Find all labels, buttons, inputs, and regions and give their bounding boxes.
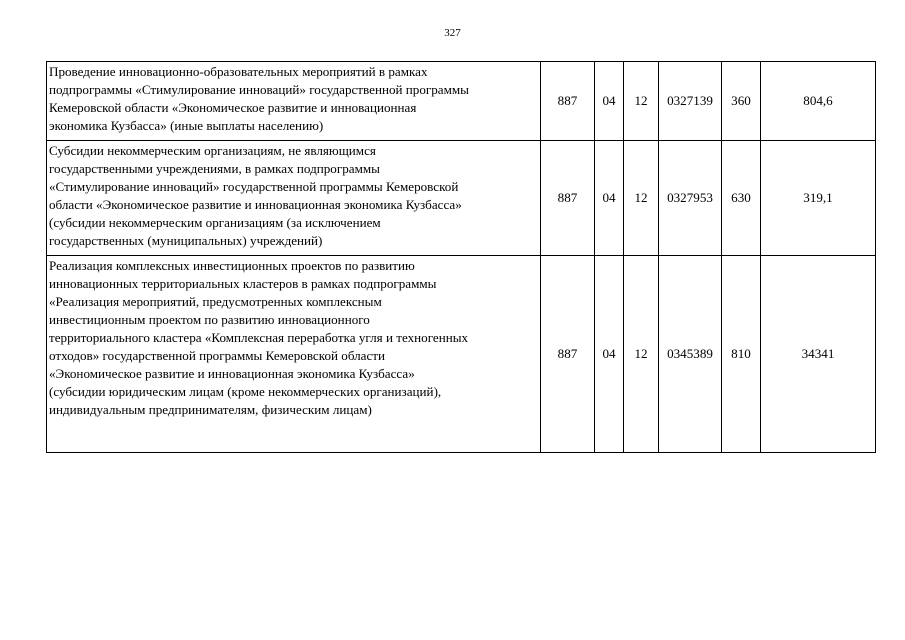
description-line: (субсидии юридическим лицам (кроме некоммерческих организаций), xyxy=(49,384,442,399)
subsection-code: 12 xyxy=(624,62,659,141)
description-line: государственными учреждениями, в рамках подпрограммы xyxy=(49,161,380,176)
section-code: 04 xyxy=(595,141,624,256)
description-line: «Экономическое развитие и инновационная экономика Кузбасса» xyxy=(49,366,415,381)
description-line: отходов» государственной программы Кемеровской области xyxy=(49,348,386,363)
ministry-code: 887 xyxy=(541,62,595,141)
expense-type-code: 630 xyxy=(722,141,761,256)
row-description xyxy=(47,62,541,141)
row-description xyxy=(47,141,541,256)
table-row xyxy=(47,62,876,141)
description-line: Кемеровской области «Экономическое развитие и инновационная xyxy=(49,100,417,115)
target-article-code: 0327139 xyxy=(659,62,722,141)
ministry-code: 887 xyxy=(541,141,595,256)
amount: 804,6 xyxy=(761,62,876,141)
description-line: государственных (муниципальных) учреждений) xyxy=(49,233,323,248)
subsection-code: 12 xyxy=(624,256,659,453)
subsection-code: 12 xyxy=(624,141,659,256)
table-row xyxy=(47,256,876,453)
budget-table xyxy=(46,61,876,453)
row-description xyxy=(47,256,541,453)
ministry-code: 887 xyxy=(541,256,595,453)
description-line: территориального кластера «Комплексная переработка угля и техногенных xyxy=(49,330,469,345)
description-line: «Реализация мероприятий, предусмотренных комплексным xyxy=(49,294,382,309)
description-line: «Стимулирование инноваций» государственной программы Кемеровской xyxy=(49,179,459,194)
section-code: 04 xyxy=(595,62,624,141)
description-line: Проведение инновационно-образовательных мероприятий в рамках xyxy=(49,64,428,79)
description-line: инновационных территориальных кластеров в рамках подпрограммы xyxy=(49,276,437,291)
description-line: индивидуальным предпринимателям, физическим лицам) xyxy=(49,402,372,417)
table-row xyxy=(47,141,876,256)
section-code: 04 xyxy=(595,256,624,453)
amount: 34341 xyxy=(761,256,876,453)
description-line: Реализация комплексных инвестиционных проектов по развитию xyxy=(49,258,415,273)
description-line: области «Экономическое развитие и инновационная экономика Кузбасса» xyxy=(49,197,462,212)
expense-type-code: 810 xyxy=(722,256,761,453)
page-number: 327 xyxy=(444,27,461,39)
expense-type-code: 360 xyxy=(722,62,761,141)
description-line: инвестиционным проектом по развитию инновационного xyxy=(49,312,370,327)
description-line: экономика Кузбасса» (иные выплаты населению) xyxy=(49,118,324,133)
target-article-code: 0345389 xyxy=(659,256,722,453)
description-line: подпрограммы «Стимулирование инноваций» государственной программы xyxy=(49,82,469,97)
amount: 319,1 xyxy=(761,141,876,256)
description-line: (субсидии некоммерческим организациям (за исключением xyxy=(49,215,381,230)
description-line: Субсидии некоммерческим организациям, не являющимся xyxy=(49,143,376,158)
target-article-code: 0327953 xyxy=(659,141,722,256)
